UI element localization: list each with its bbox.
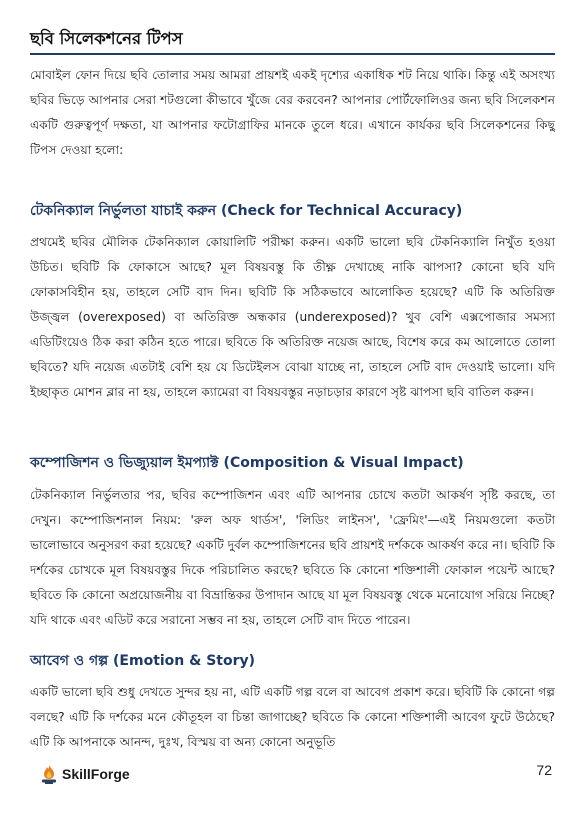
section-body-technical: প্রথমেই ছবির মৌলিক টেকনিক্যাল কোয়ালিটি পরীক্ষা করুন। একটি ভালো ছবি টেকনিক্যালি নিখুঁত হওয়া উচিত। ছবিটি কি ফোকাসে আছে? মূল বিষয়বস্তু কি তীক্ষ্ণ দেখাচ্ছে নাকি ঝাপসা? কোনো ছবি যদি ফোকাসবিহীন হয়, তাহলে সেটি বাদ দিন। ছবিটি কি সঠিকভাবে আলোকিত হয়েছে? এটি কি অতিরিক্ত উজ্জ্বল (overexposed) বা অতিরিক্ত অন্ধকার (underexposed)? খুব বেশি এক্সপোজার সমস্যা এডিটিংয়েও ঠিক করা কঠিন হতে পারে। ছবিতে কি অতিরিক্ত নয়েজ আছে, বিশেষ করে কম আলোতে তোলা ছবিতে? যদি নয়েজ এতটাই বেশি হয় যে ডিটেইলস বোঝা যাচ্ছে না, তাহলে সেটি বাদ দেওয়াই ভালো। যদি ইচ্ছাকৃত মোশন ব্লার না হয়, তাহলে ক্যামেরা বা বিষয়বস্তুর নড়াচড়ার কারণে সৃষ্ট ঝাপসা ছবি বাতিল করুন।: [30, 235, 555, 399]
page-number: 72: [536, 762, 552, 778]
skillforge-flame-logo-icon: [40, 764, 58, 784]
section-body-emotion: একটি ভালো ছবি শুধু দেখতে সুন্দর হয় না, এটি একটি গল্প বলে বা আবেগ প্রকাশ করে। ছবিটি কি কোনো গল্প বলছে? এটি কি দর্শকের মনে কৌতূহল বা চিন্তা জাগাচ্ছে? ছবিতে কি কোনো শক্তিশালী আবেগ ফুটে উঠেছে? এটি কি আপনাকে আনন্দ, দুঃখ, বিস্ময় বা অন্য কোনো অনুভূতি: [30, 685, 555, 749]
section-body-composition: টেকনিক্যাল নির্ভুলতার পর, ছবির কম্পোজিশন এবং এটি আপনার চোখে কতটা আকর্ষণ সৃষ্টি করছে, তা দেখুন। কম্পোজিশনাল নিয়ম: 'রুল অফ থার্ডস', 'লিডিং লাইনস', 'ফ্রেমিং'—এই নিয়মগুলো কতটা ভালোভাবে অনুসরণ করা হয়েছে? একটি দুর্বল কম্পোজিশনের ছবি প্রায়শই দর্শককে আকর্ষণ করে না। ছবিটি কি দর্শকের চোখকে মূল বিষয়বস্তুর দিকে পরিচালিত করছে? ছবিতে কি কোনো শক্তিশালী ফোকাল পয়েন্ট আছে? ছবিতে কি কোনো অপ্রয়োজনীয় বা বিভ্রান্তিকর উপাদান আছে যা মূল বিষয়বস্তু থেকে মনোযোগ সরিয়ে নিচ্ছে? যদি থাকে এবং এডিট করে সরানো সম্ভব না হয়, তাহলে সেটি বাদ দিতে পারেন।: [30, 488, 555, 627]
section-heading-emotion: আবেগ ও গল্প (Emotion & Story): [30, 653, 256, 669]
section-heading-technical: টেকনিক্যাল নির্ভুলতা যাচাই করুন (Check for Technical Accuracy): [30, 203, 463, 219]
footer-brand: [40, 764, 130, 784]
title-divider: [30, 53, 555, 55]
intro-paragraph: মোবাইল ফোন দিয়ে ছবি তোলার সময় আমরা প্রায়শই একই দৃশ্যের একাধিক শট নিয়ে থাকি। কিন্তু এই অসংখ্য ছবির ভিড়ে আপনার সেরা শটগুলো কীভাবে খুঁজে বের করবেন? আপনার পোর্টফোলিওর জন্য ছবি সিলেকশন একটি গুরুত্বপূর্ণ দক্ষতা, যা আপনার ফটোগ্রাফির মানকে তুলে ধরে। এখানে কার্যকর ছবি সিলেকশনের কিছু টিপস দেওয়া হলো:: [30, 68, 555, 157]
page-title: ছবি সিলেকশনের টিপস: [30, 29, 183, 48]
section-heading-composition: কম্পোজিশন ও ভিজ্যুয়াল ইমপ্যাক্ট (Composition & Visual Impact): [30, 455, 464, 471]
brand-name: SkillForge: [62, 766, 130, 782]
